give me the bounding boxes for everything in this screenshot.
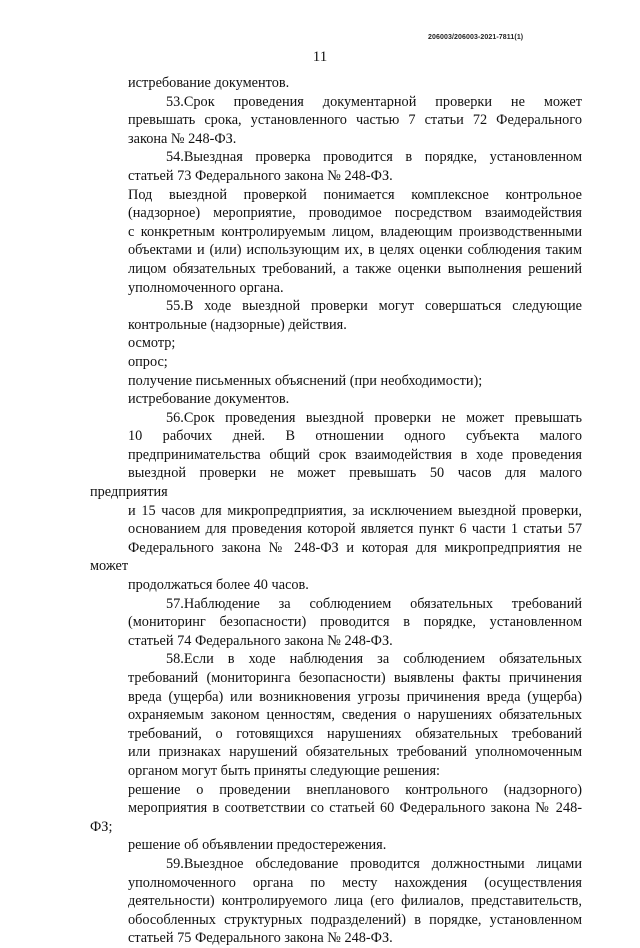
list-item [90,334,582,353]
text-line: лицом обязательных требований, а также оценки выполнения решений [128,260,582,277]
text-line: вреда (ущерба) или возникновения угрозы причинения вреда (ущерба) [128,688,582,705]
text-line: статьей 73 Федерального закона № 248-ФЗ. [128,167,393,184]
numbered-paragraph [90,650,582,780]
text-line: охраняемым законом ценностям, сведения о нарушениях обязательных [128,707,582,724]
text-line: органом могут быть приняты следующие решения: [128,762,441,779]
text-line: объектами и (или) использующим их, в целях оценки соблюдения таким [128,242,582,259]
text-line: деятельности) контролируемого лица (его филиалов, представительств, [128,893,582,910]
text-line: контрольные (надзорные) действия. [128,316,347,333]
text-line: уполномоченного органа. [128,279,284,296]
text-line: требований, о готовящихся нарушениях обязательных требований [128,725,582,742]
text-line: или признаках нарушений обязательных требований уполномоченным [128,744,582,761]
text-line: продолжаться более 40 часов. [128,577,309,594]
document-id: 206003/206003-2021-7811(1) [428,34,524,41]
text-line: мероприятия в соответствии со статьей 60 Федерального закона № 248-ФЗ; [90,800,582,835]
paragraph-number: 55. [166,298,184,315]
text-line: истребование документов. [128,75,290,91]
text-line: Под выездной проверкой понимается комплексное контрольное [128,186,582,203]
paragraph-number: 54. [166,149,184,166]
document-body [90,74,582,948]
text-line: 59.Выездное обследование проводится должностными лицами [90,855,582,874]
text-line: 56.Срок проведения выездной проверки не может превышать [90,409,582,428]
text-line: обособленных структурных подразделений) в порядке, установленном [128,911,582,928]
text-line: истребование документов. [128,391,290,408]
text-line: статьей 75 Федерального закона № 248-ФЗ. [128,930,393,947]
page-number: 11 [312,49,328,65]
paragraph-number: 59. [166,855,184,872]
text-line: выездной проверки не может превышать 50 часов для малого предприятия [90,465,582,501]
list-item [90,390,582,409]
text-line: требований (мониторинга безопасности) выявлены факты причинения [128,670,582,686]
text-line: закона № 248-ФЗ. [128,130,237,147]
paragraph-number: 58. [166,651,184,668]
numbered-paragraph [90,409,582,595]
paragraph [90,781,582,837]
paragraph-continuation [90,74,582,93]
text-line: 55.В ходе выездной проверки могут совершаться следующие [90,297,582,316]
text-line: осмотр; [128,335,176,352]
text-line: статьей 74 Федерального закона № 248-ФЗ. [128,632,393,649]
list-item [90,353,582,372]
paragraph-number: 53. [166,93,184,110]
text-line: 10 рабочих дней. В отношении одного субъекта малого [128,428,582,445]
numbered-paragraph [90,297,582,334]
text-line: и 15 часов для микропредприятия, за исключением выездной проверки, [128,502,582,519]
text-line: опрос; [128,353,168,370]
text-line: решение об объявлении предостережения. [128,837,387,854]
text-line: основанием для проведения которой является пункт 6 части 1 статьи 57 [128,521,582,538]
text-line: предпринимательства общий срок взаимодействия в ходе проведения [128,446,582,463]
text-line: 57.Наблюдение за соблюдением обязательных требований [90,595,582,614]
numbered-paragraph [90,855,582,948]
text-line: решение о проведении внепланового контрольного (надзорного) [128,781,582,798]
text-line: с конкретным контролируемым лицом, владеющим производственными [128,223,582,240]
list-item [90,372,582,391]
paragraph-number: 56. [166,409,184,426]
text-line: получение письменных объяснений (при необходимости); [128,372,483,389]
text-line: уполномоченного органа по месту нахождения (осуществления [128,874,582,891]
numbered-paragraph [90,595,582,651]
text-line: Федерального закона № 248-ФЗ и которая для микропредприятия не может [90,539,582,575]
paragraph-number: 57. [166,595,184,612]
text-line: (надзорное) мероприятие, проводимое посредством взаимодействия [128,205,582,222]
list-item [90,836,582,855]
text-line: 53.Срок проведения документарной проверки не может [90,93,582,112]
text-line: 58.Если в ходе наблюдения за соблюдением обязательных [90,650,582,669]
text-line: (мониторинг безопасности) проводится в порядке, установленном [128,614,582,631]
paragraph [90,186,582,298]
numbered-paragraph [90,93,582,149]
text-line: 54.Выездная проверка проводится в порядке, установленном [90,148,582,167]
text-line: превышать срока, установленного частью 7 статьи 72 Федерального [128,112,582,129]
numbered-paragraph [90,148,582,185]
